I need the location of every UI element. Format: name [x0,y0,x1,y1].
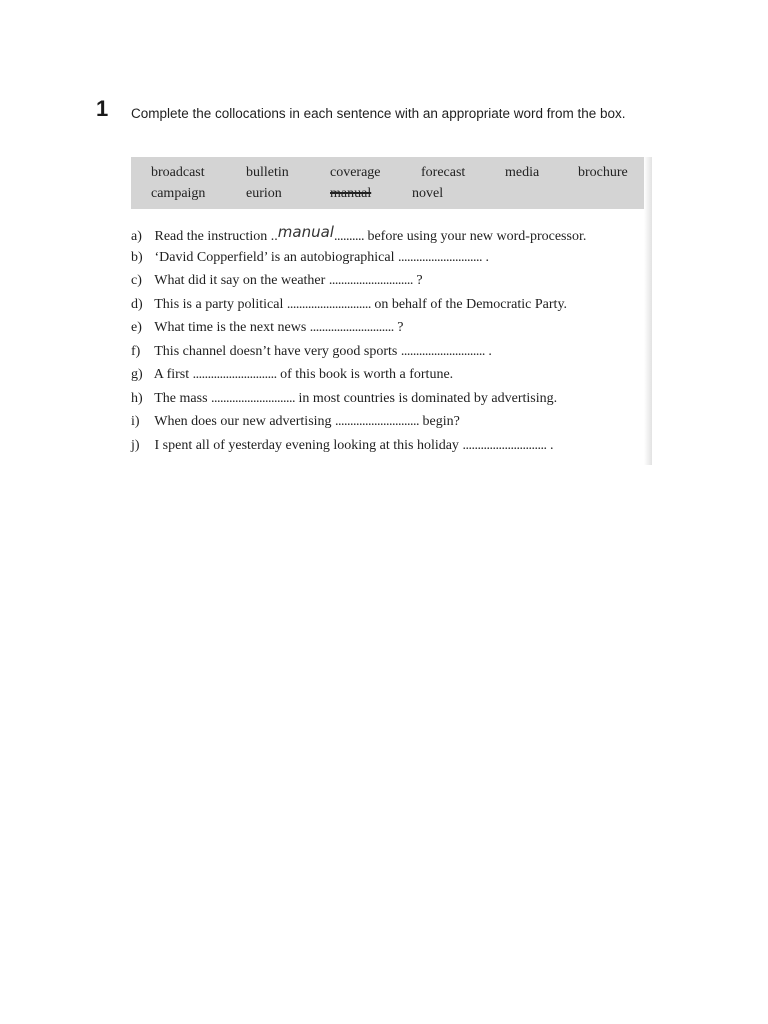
sentence-letter: i) [131,414,140,429]
sentence-text-before: What time is the next news [154,320,310,335]
sentence-text-before: This is a party political [154,296,287,312]
answer-blank[interactable]: ............................ [462,437,547,453]
sentence-text-before: Read the instruction .. [154,229,278,244]
sentence-text-after: before using your new word-processor. [363,229,587,244]
sentence-text-after: ? [393,320,404,335]
word-box [131,157,652,209]
sentence-text-before: ‘David Copperfield’ is an autobiographical [154,249,398,265]
sentence-item [131,250,489,270]
sentence-item [131,273,423,293]
sentence-text-after: . [546,437,554,453]
exercise-number: 1 [96,96,109,121]
answer-blank[interactable]: .......... [333,229,364,244]
handwritten-answer: manual [277,223,334,241]
sentence-text-before: What did it say on the weather [154,273,329,288]
sentence-text-after: begin? [419,414,460,429]
sentence-item [131,367,453,387]
sentence-text-after: on behalf of the Democratic Party. [370,296,568,312]
sentence-item [131,320,404,340]
sentence-letter: h) [131,390,143,406]
word-box-item: eurion [246,186,282,201]
answer-blank[interactable]: ............................ [192,367,277,382]
sentence-letter: c) [131,273,142,288]
exercise-instruction: Complete the collocations in each sentence with an appropriate word from the box. [131,106,626,121]
sentence-letter: d) [131,296,143,312]
sentence-letter: g) [131,367,143,382]
sentence-item [131,391,557,411]
sentence-letter: f) [131,343,141,359]
sentence-item [131,297,567,317]
sentence-text-after: of this book is worth a fortune. [276,367,454,382]
word-box-item: coverage [330,165,381,180]
word-box-item-crossed-out: manual [330,186,372,201]
word-box-item: broadcast [151,165,205,180]
sentence-letter: b) [131,249,143,265]
word-box-item: bulletin [246,165,289,180]
sentence-text-after: in most countries is dominated by advertising. [295,390,558,406]
word-box-item: media [505,165,540,180]
sentence-item [131,223,587,246]
answer-blank[interactable]: ............................ [309,320,394,335]
word-box-item: forecast [421,165,466,180]
sentence-text-before: The mass [154,390,212,406]
answer-blank[interactable]: ............................ [286,296,371,312]
sentence-text-after: ? [412,273,423,288]
answer-blank[interactable]: ............................ [328,273,413,288]
word-box-item: campaign [151,186,206,201]
sentence-item [131,414,460,434]
sentence-text-before: This channel doesn’t have very good sports [154,343,401,359]
answer-blank[interactable]: ............................ [400,343,485,359]
word-box-item: novel [412,186,444,201]
sentence-text-after: . [484,343,492,359]
sentence-text-after: . [482,249,489,265]
scan-edge-shadow [644,157,652,465]
sentence-item [131,438,553,458]
sentence-text-before: When does our new advertising [154,414,336,429]
answer-blank[interactable]: ............................ [335,414,420,429]
answer-blank[interactable]: ............................ [398,249,482,265]
sentence-text-before: I spent all of yesterday evening looking at this holiday [154,437,463,453]
sentence-letter: e) [131,320,142,335]
sentence-letter: j) [131,437,140,453]
sentence-text-before: A first [153,367,193,382]
sentence-letter: a) [131,229,142,244]
sentence-item [131,344,492,364]
word-box-item: brochure [578,165,628,180]
answer-blank[interactable]: ............................ [211,390,296,406]
